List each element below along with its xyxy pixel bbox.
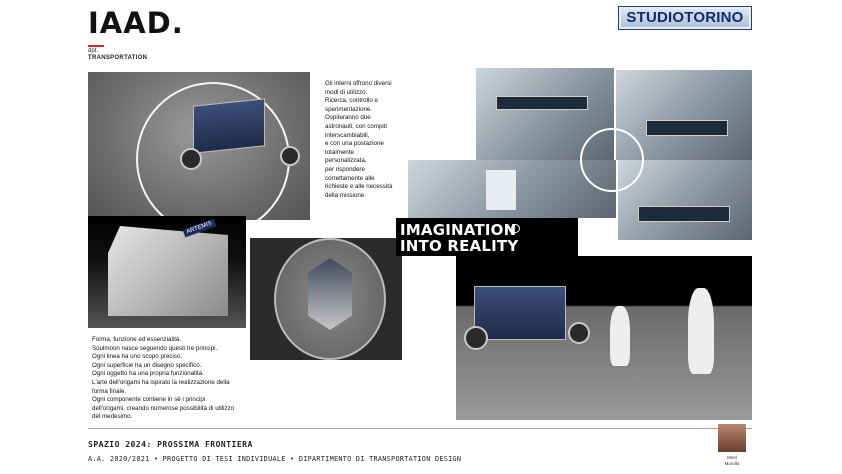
rover-top-image bbox=[250, 238, 402, 360]
headline bbox=[400, 222, 518, 254]
rover-shell bbox=[108, 226, 228, 316]
interior-description: Gli interni offrono diversi modi di utilizzo. Ricerca, controllo e sperimentazione. Ospiteranno due astronauti, con compiti interscambiabili, e con una postazione totalmente personalizzata, per rispondere correttamente alle richieste e alle necessità della missione. bbox=[325, 80, 393, 199]
headline-line2: INTO REALITY bbox=[400, 237, 519, 255]
astronaut-figure bbox=[688, 288, 714, 374]
headline-line1: IMAGINATION bbox=[400, 221, 517, 239]
studiotorino-logo: STUDIOTORINO bbox=[618, 6, 752, 30]
footer-divider bbox=[88, 428, 752, 429]
interior-detail-circle bbox=[580, 128, 644, 192]
rover-body bbox=[193, 98, 265, 154]
footer-title: SPAZIO 2024: PROSSIMA FRONTIERA bbox=[88, 440, 253, 449]
astronaut-figure bbox=[610, 306, 630, 366]
accent-bar bbox=[88, 45, 104, 47]
footer-subtitle: A.A. 2020/2021 • PROGETTO DI TESI INDIVIDUALE • DIPARTIMENTO DI TRANSPORTATION DESIGN bbox=[88, 455, 462, 463]
rover-wheel bbox=[568, 322, 590, 344]
artemis-badge: ARTEMIS bbox=[183, 219, 216, 238]
rover-wheel bbox=[464, 326, 488, 350]
rover-closeup-image bbox=[88, 216, 246, 328]
console-panel bbox=[638, 206, 730, 222]
rover-wheel bbox=[280, 146, 300, 166]
rover-hex-body bbox=[308, 258, 352, 330]
moon-icon bbox=[511, 224, 520, 233]
iaad-logo: IAAD. bbox=[88, 6, 184, 40]
seat bbox=[486, 170, 516, 210]
rover-body bbox=[474, 286, 566, 340]
rover-wheel bbox=[180, 148, 202, 170]
console-panel bbox=[496, 96, 588, 110]
astronaut-scene-image bbox=[456, 256, 752, 420]
dept-name: TRANSPORTATION bbox=[88, 55, 148, 61]
dept-label: dpt. bbox=[88, 48, 99, 54]
concept-description: Forma, funzione ed essenzialità. Soulmoon nasce seguendo questi tre principi. Ogni linea ha uno scopo preciso. Ogni superficie ha un disegno specifico. Ogni oggetto ha una propria funzionalità. L'arte dell'origami ha ispirato la realizzazione della forma finale. Ogni componente contiene in sè i principi dell'origami, creando numerose possibilità di utilizzo del medesimo. bbox=[92, 336, 235, 421]
author-avatar bbox=[718, 424, 746, 452]
author-name: Mirel Morolla bbox=[724, 455, 740, 466]
rover-moon-image bbox=[88, 72, 310, 220]
console-panel bbox=[646, 120, 728, 136]
